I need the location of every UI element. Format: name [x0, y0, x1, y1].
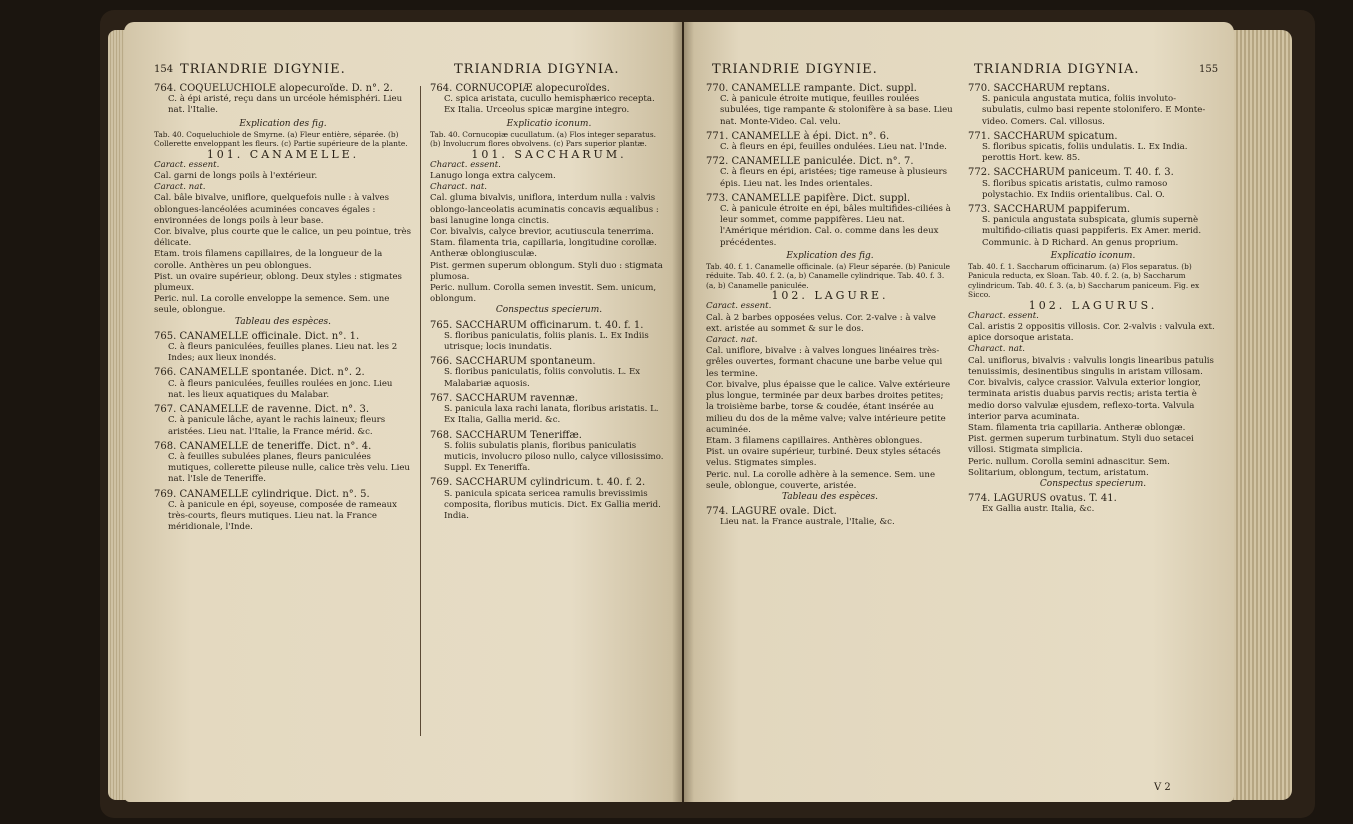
paragraph: Stam. filamenta tria, capillaria, longitudine corollæ. Antheræ oblongiusculæ.	[430, 238, 657, 260]
page-number: 155	[1199, 64, 1219, 75]
species-entry	[430, 430, 668, 475]
section-caption: Conspectus specierum.	[495, 305, 603, 316]
running-header-latin: TRIANDRIA DIGYNIA.	[454, 62, 620, 77]
left-page-column-latin	[430, 80, 668, 524]
species-entry	[706, 83, 954, 128]
species-heading: 768. SACCHARUM Teneriffæ.	[430, 429, 582, 441]
species-description: Lieu nat. la France australe, l'Italie, &c.	[720, 517, 895, 528]
running-header-latin: TRIANDRIA DIGYNIA.	[974, 62, 1140, 77]
book-gutter	[672, 22, 694, 802]
section-caption: Explicatio iconum.	[506, 118, 592, 129]
running-header-french: TRIANDRIE DIGYNIE.	[712, 62, 878, 77]
subheading: Caract. essent.	[706, 301, 772, 312]
paragraph: Cal. bâle bivalve, uniflore, quelquefois nulle : à valves oblongues-lancéolées acuminées concaves égales : environnées de longs poils à leur base.	[154, 193, 390, 226]
species-description: S. floribus paniculatis, foliis planis. L. Ex Indiis utrisque; locis inundatis.	[444, 330, 649, 353]
species-entry	[430, 477, 668, 522]
species-heading: 769. CANAMELLE cylindrique. Dict. n°. 5.	[154, 488, 370, 500]
paragraph: Pist. un ovaire supérieur, oblong. Deux styles : stigmates plumeux.	[154, 271, 402, 294]
paragraph: Lanugo longa extra calycem.	[430, 171, 556, 182]
species-description: C. à fleurs paniculées, feuilles roulées en jonc. Lieu nat. les lieux aquatiques du Malabar.	[168, 378, 393, 400]
paragraph: Cor. bivalve, plus épaisse que le calice. Valve extérieure plus longue, terminée par deux barbes droites petites; la troisième barbe, torse & coudée, étant insérée au milieu du dos de la même valve; valve intérieure petite acuminée.	[706, 379, 951, 435]
species-entry	[968, 131, 1218, 165]
paragraph: Pist. un ovaire supérieur, turbiné. Deux styles sétacés velus. Stigmates simples.	[706, 447, 941, 469]
paragraph: Pist. germen superum turbinatum. Styli duo setacei villosi. Stigmata simplicia.	[968, 434, 1194, 456]
species-description: C. à épi aristé, reçu dans un urcéole hémisphéri. Lieu nat. l'Italie.	[168, 94, 403, 116]
species-heading: 772. CANAMELLE paniculée. Dict. n°. 7.	[706, 156, 914, 168]
species-entry	[154, 331, 412, 365]
species-entry	[706, 506, 954, 528]
species-description: C. à panicule étroite en épi, bâles multifides-ciliées à leur sommet, comme pappifères. Lieu nat. l'Amérique méridion. Cal. o. comme dans les deux précédentes.	[720, 204, 951, 248]
subheading: Caract. nat.	[706, 335, 758, 346]
figure-explanation: Tab. 40. Coqueluchiole de Smyrne. (a) Fleur entière, séparée. (b) Collerette enveloppant les fleurs. (c) Partie supérieure de la plante.	[154, 129, 408, 149]
paragraph: Cal. garni de longs poils à l'extérieur.	[154, 171, 318, 182]
paragraph: Cal. uniflorus, bivalvis : valvulis longis linearibus patulis tenuissimis, desinentibus singulis in aristam villosam.	[968, 355, 1214, 377]
species-description: S. panicula angustata mutica, foliis involuto-subulatis, culmo basi repente stolonifero. E Monte-video. Comers. Cal. villosus.	[982, 94, 1206, 127]
species-heading: 764. CORNUCOPIÆ alopecuroïdes.	[430, 83, 610, 94]
page-number: 154	[154, 64, 174, 75]
subheading: Charact. nat.	[430, 182, 488, 193]
species-entry	[706, 131, 954, 153]
section-caption: Explication des fig.	[786, 250, 874, 261]
paragraph: Cor. bivalve, plus courte que le calice, un peu pointue, très délicate.	[154, 227, 412, 249]
paragraph: Cal. uniflore, bivalve : à valves longues linéaires très-grêles ouvertes, formant chacune une barbe velue qui les termine.	[706, 346, 943, 379]
subheading: Charact. essent.	[430, 159, 501, 170]
species-description: C. spica aristata, cucullo hemisphærico recepta. Ex Italia. Urceolus spicæ margine integro.	[444, 94, 655, 116]
section-caption: Explication des fig.	[239, 118, 327, 129]
paragraph: Cor. bivalvis, calyce brevior, acutiuscula tenerrima.	[430, 227, 654, 238]
species-heading: 774. LAGURE ovale. Dict.	[706, 506, 837, 518]
species-entry	[430, 356, 668, 390]
species-entry	[430, 320, 668, 354]
species-heading: 767. CANAMELLE de ravenne. Dict. n°. 3.	[154, 404, 370, 416]
species-entry	[154, 441, 412, 486]
species-description: C. à panicule lâche, ayant le rachis laineux; fleurs aristées. Lieu nat. l'Italie, la France mérid. &c.	[168, 415, 386, 437]
species-entry	[430, 393, 668, 427]
right-page	[684, 22, 1234, 802]
figure-explanation: Tab. 40. Cornucopiæ cucullatum. (a) Flos integer separatus. (b) Involucrum flores obvolvens. (c) Pars superior plantæ.	[430, 129, 656, 149]
paragraph: Etam. 3 filamens capillaires. Anthères oblongues.	[706, 435, 923, 446]
paragraph: Cal. à 2 barbes opposées velus. Cor. 2-valve : à valve ext. aristée au sommet & sur le dos.	[706, 312, 936, 334]
species-heading: 771. SACCHARUM spicatum.	[968, 130, 1118, 142]
species-description: Ex Gallia austr. Italia, &c.	[982, 504, 1095, 515]
species-entry	[154, 367, 412, 401]
species-entry	[968, 167, 1218, 201]
genus-title: 102. LAGURE.	[771, 289, 889, 303]
species-entry	[430, 83, 668, 117]
paragraph: Cal. gluma bivalvis, uniflora, interdum nulla : valvis oblongo-lanceolatis acuminatis concavis æqualibus : basi lanugine longa cinctis.	[430, 193, 659, 226]
species-description: C. à feuilles subulées planes, fleurs paniculées mutiques, collerette pileuse nulle, calice très velu. Lieu nat. l'Isle de Teneriffe.	[168, 451, 410, 485]
species-description: C. à panicule en épi, soyeuse, composée de rameaux très-courts, fleurs mutiques. Lieu nat. la France méridionale, l'Inde.	[168, 499, 397, 533]
species-heading: 770. CANAMELLE rampante. Dict. suppl.	[706, 83, 917, 94]
running-header-french: TRIANDRIE DIGYNIE.	[180, 62, 346, 77]
paragraph: Etam. trois filamens capillaires, de la longueur de la corolle. Anthères un peu oblongues.	[154, 249, 383, 271]
left-page-column-french	[154, 80, 412, 535]
genus-title: 102. LAGURUS.	[1028, 298, 1158, 312]
page-edges-right	[1232, 30, 1292, 800]
species-entry	[968, 493, 1218, 515]
species-entry	[706, 156, 954, 190]
paragraph: Pist. germen superum oblongum. Styli duo : stigmata plumosa.	[430, 260, 663, 282]
species-entry	[154, 404, 412, 438]
section-caption: Conspectus specierum.	[1039, 478, 1147, 489]
species-entry	[968, 83, 1218, 128]
species-entry	[154, 83, 412, 117]
signature-mark: V 2	[1154, 782, 1171, 793]
paragraph: Peric. nullum. Corolla semen investit. Sem. unicum, oblongum.	[430, 283, 657, 305]
species-description: C. à fleurs paniculées, feuilles planes. Lieu nat. les 2 Indes; aux lieux inondés.	[168, 342, 398, 364]
species-description: S. floribus spicatis aristatis, culmo ramoso polystachio. Ex Indiis orientalibus. Cal. O.	[982, 178, 1168, 200]
species-description: C. à fleurs en épi, feuilles ondulées. Lieu nat. l'Inde.	[720, 142, 947, 153]
species-description: S. panicula laxa rachi lanata, floribus aristatis. L. Ex Italia, Gallia merid. &c.	[444, 404, 659, 426]
species-description: S. foliis subulatis planis, floribus paniculatis muticis, involucro piloso nullo, calyce villosissimo. Suppl. Ex Teneriffa.	[444, 440, 664, 474]
paragraph: Peric. nul. La corolle enveloppe la semence. Sem. une seule, oblongue.	[154, 294, 390, 316]
paragraph: Stam. filamenta tria capillaria. Antheræ oblongæ.	[968, 422, 1186, 433]
species-description: C. à fleurs en épi, aristées; tige rameuse à plusieurs épis. Lieu nat. les Indes orientales.	[720, 167, 948, 189]
species-heading: 767. SACCHARUM ravennæ.	[430, 392, 578, 404]
species-description: S. floribus paniculatis, foliis convolutis. L. Ex Malabariæ aquosis.	[444, 367, 641, 389]
figure-explanation: Tab. 40. f. 1. Canamelle officinale. (a) Fleur séparée. (b) Panicule réduite. Tab. 40. f. 2. (a, b) Canamelle cylindrique. Tab. 40. f. 3. (a, b) Canamelle paniculée.	[706, 262, 951, 290]
species-heading: 772. SACCHARUM paniceum. T. 40. f. 3.	[968, 167, 1174, 179]
section-caption: Explicatio iconum.	[1050, 250, 1136, 261]
genus-title: 101. SACCHARUM.	[471, 147, 627, 161]
left-page	[124, 22, 682, 802]
paragraph: Peric. nul. La corolle adhère à la semence. Sem. une seule, oblongue, couverte, aristée.	[706, 469, 936, 491]
species-heading: 770. SACCHARUM reptans.	[968, 83, 1110, 94]
species-heading: 769. SACCHARUM cylindricum. t. 40. f. 2.	[430, 477, 646, 489]
subheading: Caract. nat.	[154, 182, 206, 193]
subheading: Caract. essent.	[154, 159, 220, 170]
species-heading: 766. SACCHARUM spontaneum.	[430, 356, 596, 368]
section-caption: Tableau des espèces.	[781, 491, 879, 502]
species-entry	[968, 204, 1218, 249]
subheading: Charact. nat.	[968, 344, 1026, 355]
figure-explanation: Tab. 40. f. 1. Saccharum officinarum. (a) Flos separatus. (b) Panicula reducta, ex Sloan. Tab. 40. f. 2. (a, b) Saccharum cylindricum. Tab. 40. f. 3. (a, b) Saccharum paniceum. Fig. ex Sicco.	[968, 262, 1200, 300]
species-heading: 771. CANAMELLE à épi. Dict. n°. 6.	[706, 130, 890, 142]
paragraph: Cor. bivalvis, calyce crassior. Valvula exterior longior, terminata aristis duabus parvis rectis; arista tertia è medio dorso valvulæ ejusdem, reflexo-torta. Valvula interior parva acuminata.	[968, 378, 1201, 422]
paragraph: Peric. nullum. Corolla semini adnascitur. Sem. Solitarium, oblongum, tectum, aristatum.	[968, 456, 1170, 478]
species-description: C. à panicule étroite mutique, feuilles roulées subulées, tige rampante & stolonifère à sa base. Lieu nat. Monte-Video. Cal. velu.	[720, 94, 953, 127]
genus-title: 101. CANAMELLE.	[206, 147, 360, 161]
species-heading: 773. CANAMELLE papifère. Dict. suppl.	[706, 192, 911, 204]
species-heading: 764. COQUELUCHIOLE alopecuroïde. D. n°. 2.	[154, 83, 393, 94]
right-page-column-french	[706, 80, 954, 531]
subheading: Charact. essent.	[968, 310, 1039, 321]
species-heading: 773. SACCHARUM pappiferum.	[968, 204, 1131, 216]
paragraph: Cal. aristis 2 oppositis villosis. Cor. 2-valvis : valvula ext. apice dorsoque aristata.	[968, 322, 1215, 344]
species-heading: 765. SACCHARUM officinarum. t. 40. f. 1.	[430, 319, 644, 331]
section-caption: Tableau des espèces.	[234, 316, 332, 327]
species-heading: 768. CANAMELLE de teneriffe. Dict. n°. 4.	[154, 440, 372, 452]
species-heading: 774. LAGURUS ovatus. T. 41.	[968, 493, 1117, 505]
species-heading: 765. CANAMELLE officinale. Dict. n°. 1.	[154, 330, 360, 342]
species-description: S. floribus spicatis, foliis undulatis. L. Ex India. perottis Hort. kew. 85.	[982, 142, 1188, 164]
species-description: S. panicula spicata sericea ramulis brevissimis composita, floribus muticis. Dict. Ex Gallia merid. India.	[444, 488, 661, 521]
species-heading: 766. CANAMELLE spontanée. Dict. n°. 2.	[154, 367, 365, 379]
species-entry	[706, 193, 954, 249]
right-page-column-latin	[968, 80, 1218, 518]
species-description: S. panicula angustata subspicata, glumis supernè multifido-ciliatis quasi pappiferis. Ex Amer. merid. Communic. à D Richard. An genus proprium.	[982, 215, 1202, 248]
species-entry	[154, 489, 412, 534]
column-divider	[420, 86, 421, 736]
